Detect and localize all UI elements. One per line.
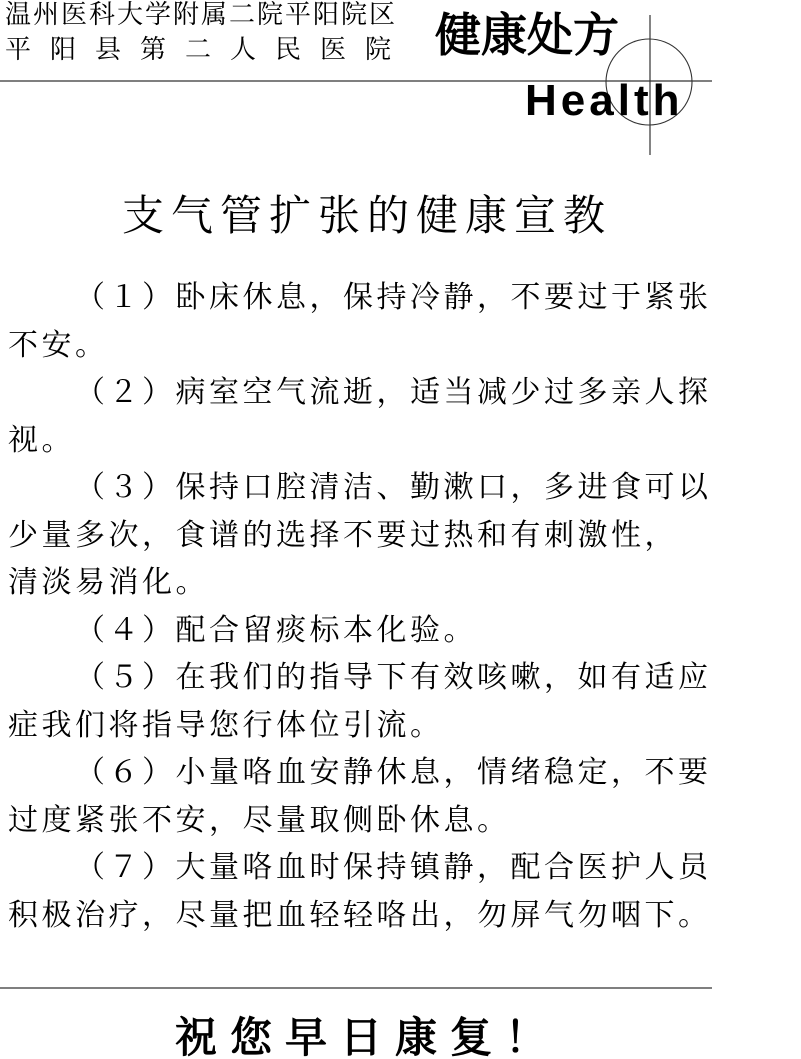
item-5 <box>8 654 718 749</box>
item-1-line-1: （１）卧床休息，保持冷静，不要过于紧张 <box>75 280 712 315</box>
hospital-name: 平阳县第二人民医院 <box>5 35 411 65</box>
item-7 <box>8 844 718 939</box>
item-5-line-1: （５）在我们的指导下有效咳嗽，如有适应 <box>75 660 712 695</box>
item-5-line-2: 症我们将指导您行体位引流。 <box>8 707 444 743</box>
item-3 <box>8 464 718 607</box>
institution-name: 温州医科大学附属二院平阳院区 <box>5 0 398 30</box>
item-2 <box>8 369 718 464</box>
item-6-line-1: （６）小量咯血安静休息，情绪稳定，不要 <box>75 755 712 790</box>
item-7-line-2: 积极治疗，尽量把血轻轻咯出，勿屏气勿咽下。 <box>8 897 712 933</box>
item-1 <box>8 274 718 369</box>
item-4-line-1: （４）配合留痰标本化验。 <box>75 612 477 648</box>
item-7-line-1: （７）大量咯血时保持镇静，配合医护人员 <box>75 850 712 885</box>
item-3-line-3: 清淡易消化。 <box>8 565 209 600</box>
brand-title: 健康处方 <box>435 8 619 62</box>
brand-subtitle: Health <box>525 76 684 125</box>
item-3-line-1: （３）保持口腔清洁、勤漱口，多进食可以 <box>75 470 712 505</box>
item-4 <box>8 607 718 655</box>
item-3-line-2: 少量多次，食谱的选择不要过热和有刺激性， <box>8 517 678 553</box>
item-6 <box>8 749 718 844</box>
item-2-line-1: （２）病室空气流逝，适当减少过多亲人探 <box>75 375 712 410</box>
item-6-line-2: 过度紧张不安，尽量取侧卧休息。 <box>8 802 511 838</box>
item-1-line-2: 不安。 <box>8 327 109 363</box>
item-2-line-2: 视。 <box>8 422 75 458</box>
closing-wish: 祝您早日康复！ <box>175 1013 561 1059</box>
education-content <box>8 274 718 939</box>
page-title: 支气管扩张的健康宣教 <box>122 191 613 240</box>
